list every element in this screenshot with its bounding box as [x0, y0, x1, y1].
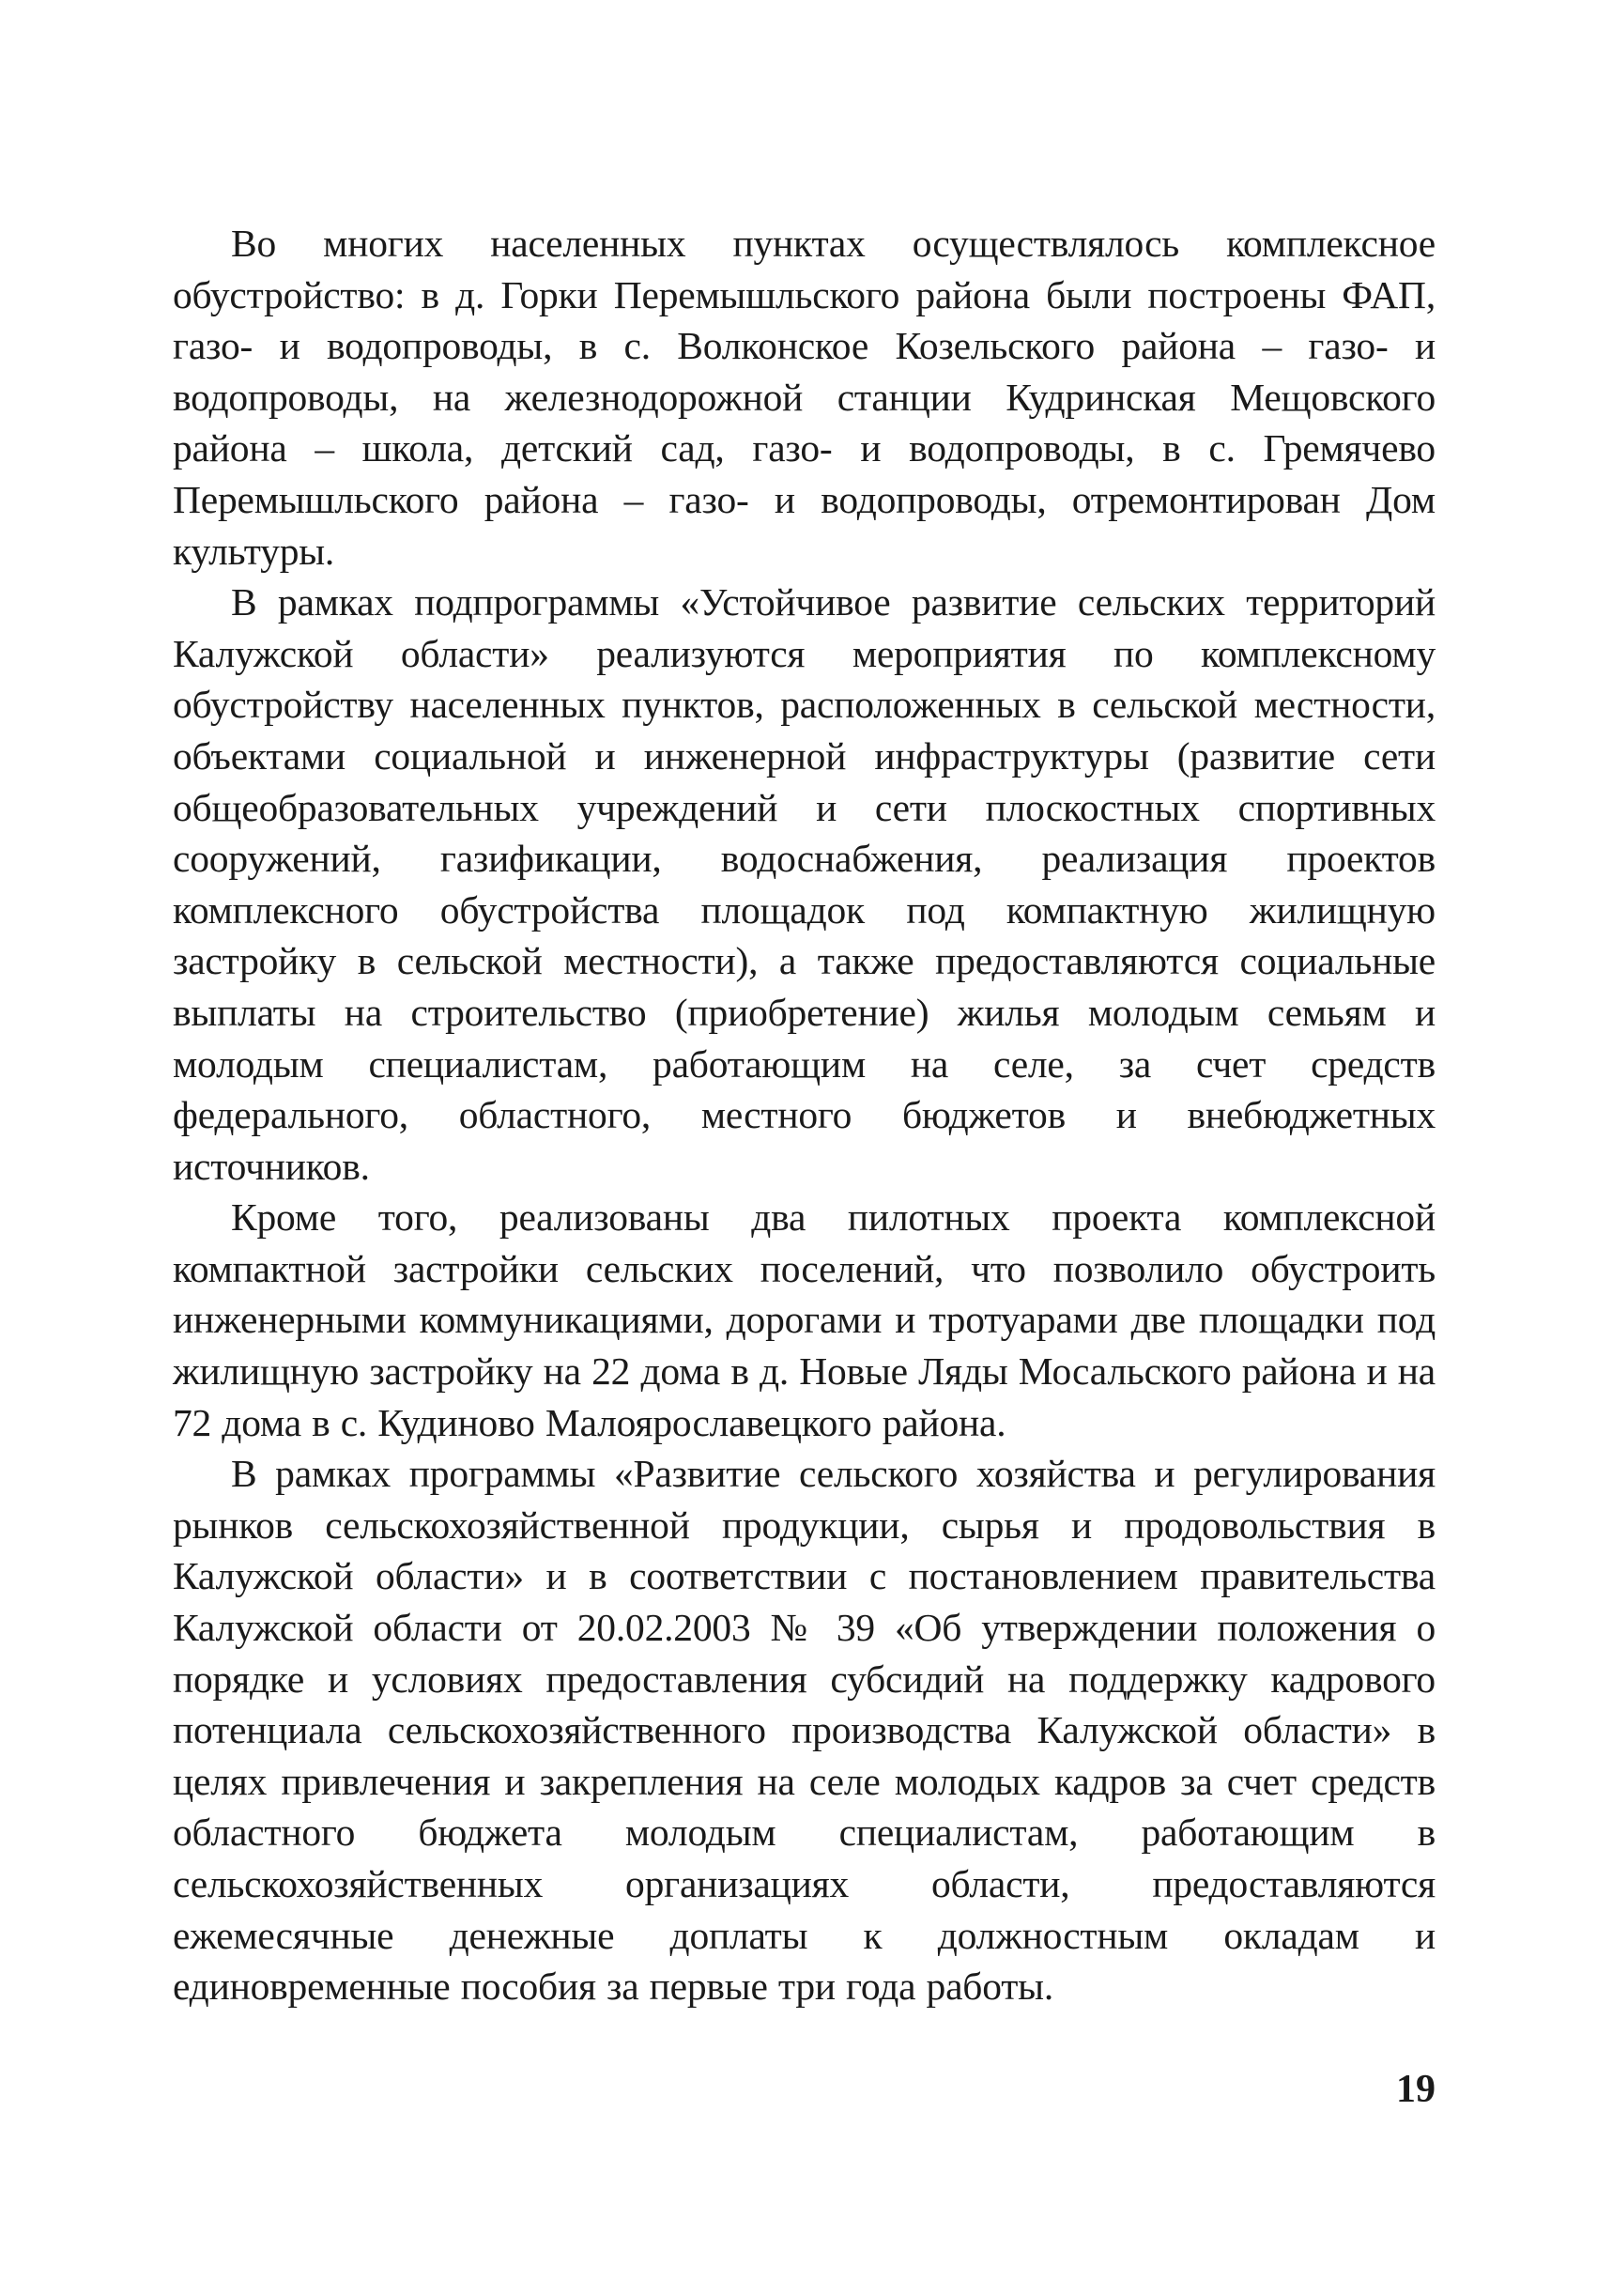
- paragraph-pilot-projects: Кроме того, реализованы два пилотных проекта комплексной компактной застройки сельских поселений, что позволило обустроить инженерными коммуникациями, дорогами и тротуарами две площадки под жилищную застройку на 22 дома в д. Новые Ляды Мосальского района и на 72 дома в с. Кудиново Малоярославецкого района.: [173, 1195, 1436, 1444]
- page-number: 19: [1396, 2068, 1436, 2111]
- paragraph-complex-development: Во многих населенных пунктах осуществлялось комплексное обустройство: в д. Горки Перемышльского района были построены ФАП, газо- и водопроводы, в с. Волконское Козельского района – газо- и водопроводы, на железнодорожной станции Кудринская Мещовского района – школа, детский сад, газо- и водопроводы, в с. Гремячево Перемышльского района – газо- и водопроводы, отремонтирован Дом культуры.: [173, 222, 1436, 573]
- paragraph-subprogram: В рамках подпрограммы «Устойчивое развитие сельских территорий Калужской области» реализуются мероприятия по комплексному обустройству населенных пунктов, расположенных в сельской местности, объектами социальной и инженерной инфраструктуры (развитие сети общеобразовательных учреждений и сети плоскостных спортивных сооружений, газификации, водоснабжения, реализация проектов комплексного обустройства площадок под компактную жилищную застройку в сельской местности), а также предоставляются социальные выплаты на строительство (приобретение) жилья молодым семьям и молодым специалистам, работающим на селе, за счет средств федерального, областного, местного бюджетов и внебюджетных источников.: [173, 580, 1436, 1188]
- body-text: [173, 218, 1436, 2012]
- paragraph-program-subsidies: В рамках программы «Развитие сельского хозяйства и регулирования рынков сельскохозяйственной продукции, сырья и продовольствия в Калужской области» и в соответствии с постановлением правительства Калужской области от 20.02.2003 № 39 «Об утверждении положения о порядке и условиях предоставления субсидий на поддержку кадрового потенциала сельскохозяйственного производства Калужской области» в целях привлечения и закрепления на селе молодых кадров за счет средств областного бюджета молодым специалистам, работающим в сельскохозяйственных организациях области, предоставляются ежемесячные денежные доплаты к должностным окладам и единовременные пособия за первые три года работы.: [173, 1452, 1436, 2009]
